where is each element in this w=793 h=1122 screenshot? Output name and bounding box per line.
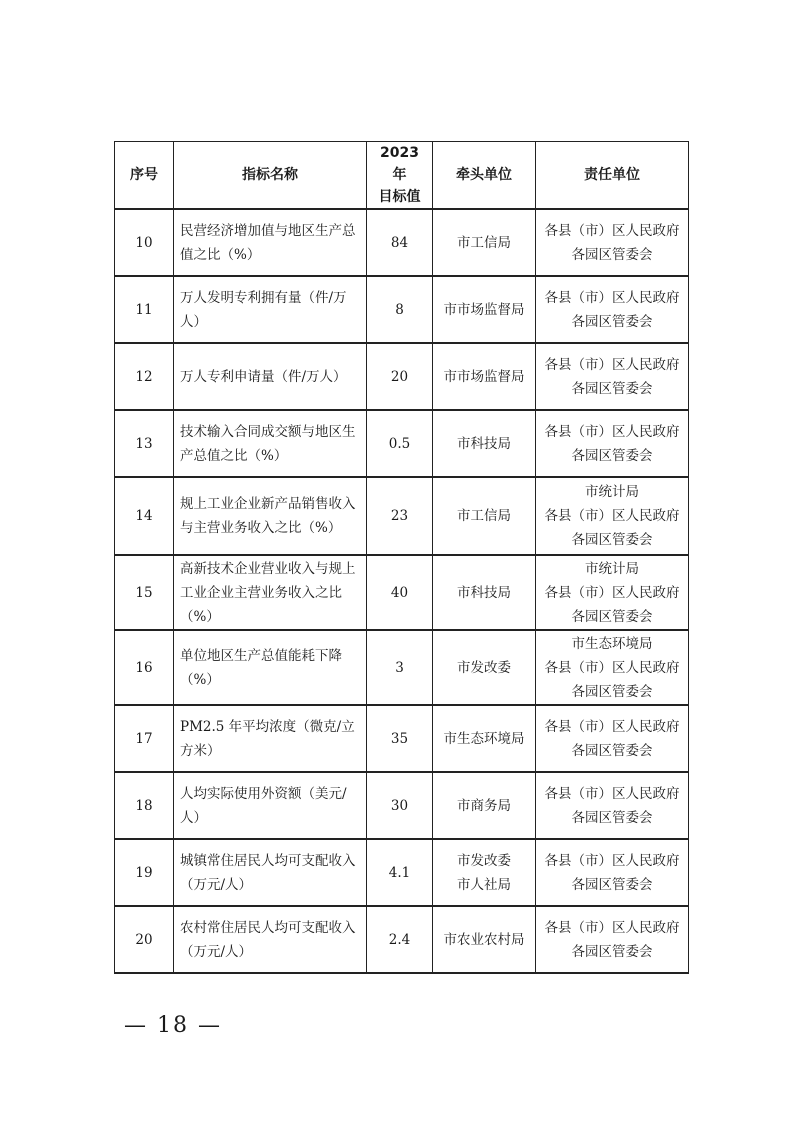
target-value: 20: [367, 343, 433, 410]
responsible-units: [536, 276, 689, 343]
responsible-units: [536, 555, 689, 630]
table-row: [115, 772, 689, 839]
lead-unit-line: 市发改委: [457, 659, 511, 676]
row-number: 11: [115, 276, 174, 343]
lead-unit: [433, 410, 536, 477]
row-number: 17: [115, 705, 174, 772]
table-row: [115, 705, 689, 772]
target-value: 23: [367, 477, 433, 555]
responsible-unit-line: 市统计局: [585, 484, 639, 500]
target-value: 35: [367, 705, 433, 772]
lead-unit: [433, 477, 536, 555]
responsible-units: [536, 630, 689, 705]
responsible-unit-line: 各县（市）区人民政府: [544, 423, 680, 440]
table-row: [115, 555, 689, 630]
header-target: [367, 142, 433, 210]
responsible-units: [536, 705, 689, 772]
responsible-units: [536, 772, 689, 839]
responsible-unit-line: 各县（市）区人民政府: [544, 919, 680, 936]
responsible-unit-line: 各县（市）区人民政府: [544, 852, 680, 869]
table-header-row: [115, 142, 689, 210]
row-number: 19: [115, 839, 174, 906]
target-value: 2.4: [367, 906, 433, 973]
row-number: 20: [115, 906, 174, 973]
table-row: [115, 343, 689, 410]
lead-unit-line: 市商务局: [457, 797, 511, 814]
target-value: 30: [367, 772, 433, 839]
lead-unit-line: 市工信局: [457, 234, 511, 251]
responsible-unit-line: 各县（市）区人民政府: [544, 289, 680, 306]
responsible-units: [536, 343, 689, 410]
target-value: 8: [367, 276, 433, 343]
table-row: [115, 276, 689, 343]
header-lead: 牵头单位: [433, 142, 536, 210]
responsible-unit-line: 各县（市）区人民政府: [544, 785, 680, 802]
target-value: 40: [367, 555, 433, 630]
indicator-name: 万人发明专利拥有量（件/万人）: [174, 276, 367, 343]
lead-unit-line: 市科技局: [457, 584, 511, 601]
indicator-name: 民营经济增加值与地区生产总值之比（%）: [174, 209, 367, 276]
table-row: [115, 410, 689, 477]
lead-unit-line: 市农业农村局: [443, 931, 525, 948]
lead-unit: [433, 209, 536, 276]
lead-unit: [433, 772, 536, 839]
header-num: 序号: [115, 142, 174, 210]
responsible-unit-line: 各县（市）区人民政府: [544, 222, 680, 239]
page-number: — 18 —: [124, 1013, 222, 1038]
responsible-unit-line: 各园区管委会: [571, 876, 653, 893]
row-number: 14: [115, 477, 174, 555]
table-row: [115, 209, 689, 276]
indicator-name: 人均实际使用外资额（美元/人）: [174, 772, 367, 839]
indicator-name: PM2.5 年平均浓度（微克/立方米）: [174, 705, 367, 772]
responsible-units: [536, 839, 689, 906]
responsible-unit-line: 各县（市）区人民政府: [544, 508, 680, 524]
row-number: 18: [115, 772, 174, 839]
responsible-unit-line: 各园区管委会: [571, 246, 653, 263]
indicator-name: 单位地区生产总值能耗下降（%）: [174, 630, 367, 705]
indicator-name: 规上工业企业新产品销售收入与主营业务收入之比（%）: [174, 477, 367, 555]
target-value: 4.1: [367, 839, 433, 906]
responsible-unit-line: 各县（市）区人民政府: [544, 356, 680, 373]
responsible-unit-line: 各园区管委会: [571, 943, 653, 960]
header-name: 指标名称: [174, 142, 367, 210]
target-value: 3: [367, 630, 433, 705]
responsible-unit-line: 各县（市）区人民政府: [544, 718, 680, 735]
lead-unit-line: 市工信局: [457, 508, 511, 524]
lead-unit: [433, 276, 536, 343]
responsible-unit-line: 各园区管委会: [571, 809, 653, 826]
target-value: 84: [367, 209, 433, 276]
responsible-units: [536, 477, 689, 555]
responsible-units: [536, 906, 689, 973]
responsible-unit-line: 各县（市）区人民政府: [544, 584, 680, 601]
row-number: 15: [115, 555, 174, 630]
indicator-name: 农村常住居民人均可支配收入（万元/人）: [174, 906, 367, 973]
indicator-name: 技术输入合同成交额与地区生产总值之比（%）: [174, 410, 367, 477]
lead-unit-line: 市市场监督局: [443, 301, 525, 318]
table-row: [115, 630, 689, 705]
row-number: 12: [115, 343, 174, 410]
responsible-unit-line: 各园区管委会: [571, 683, 653, 700]
indicator-name: 万人专利申请量（件/万人）: [174, 343, 367, 410]
responsible-unit-line: 各县（市）区人民政府: [544, 659, 680, 676]
header-target-label: 目标值: [378, 189, 421, 205]
responsible-unit-line: 各园区管委会: [571, 532, 653, 548]
lead-unit-line: 市市场监督局: [443, 368, 525, 385]
lead-unit: [433, 555, 536, 630]
responsible-unit-line: 各园区管委会: [571, 380, 653, 397]
lead-unit: [433, 343, 536, 410]
table-row: [115, 839, 689, 906]
lead-unit: [433, 630, 536, 705]
row-number: 16: [115, 630, 174, 705]
responsible-unit-line: 市生态环境局: [571, 635, 653, 652]
header-resp: 责任单位: [536, 142, 689, 210]
responsible-unit-line: 市统计局: [585, 560, 639, 577]
indicator-name: 城镇常住居民人均可支配收入（万元/人）: [174, 839, 367, 906]
row-number: 10: [115, 209, 174, 276]
lead-unit-line: 市科技局: [457, 435, 511, 452]
lead-unit: [433, 705, 536, 772]
target-value: 0.5: [367, 410, 433, 477]
lead-unit-line: 市发改委: [457, 852, 511, 869]
responsible-unit-line: 各园区管委会: [571, 447, 653, 464]
header-target-year: 2023 年: [380, 145, 419, 183]
lead-unit-line: 市生态环境局: [443, 730, 525, 747]
responsible-unit-line: 各园区管委会: [571, 608, 653, 625]
row-number: 13: [115, 410, 174, 477]
responsible-units: [536, 410, 689, 477]
responsible-units: [536, 209, 689, 276]
lead-unit: [433, 906, 536, 973]
responsible-unit-line: 各园区管委会: [571, 742, 653, 759]
responsible-unit-line: 各园区管委会: [571, 313, 653, 330]
table-row: [115, 477, 689, 555]
table-row: [115, 906, 689, 973]
indicator-table: [114, 141, 689, 974]
lead-unit: [433, 839, 536, 906]
indicator-name: 高新技术企业营业收入与规上工业企业主营业务收入之比（%）: [174, 555, 367, 630]
lead-unit-line: 市人社局: [457, 876, 511, 893]
